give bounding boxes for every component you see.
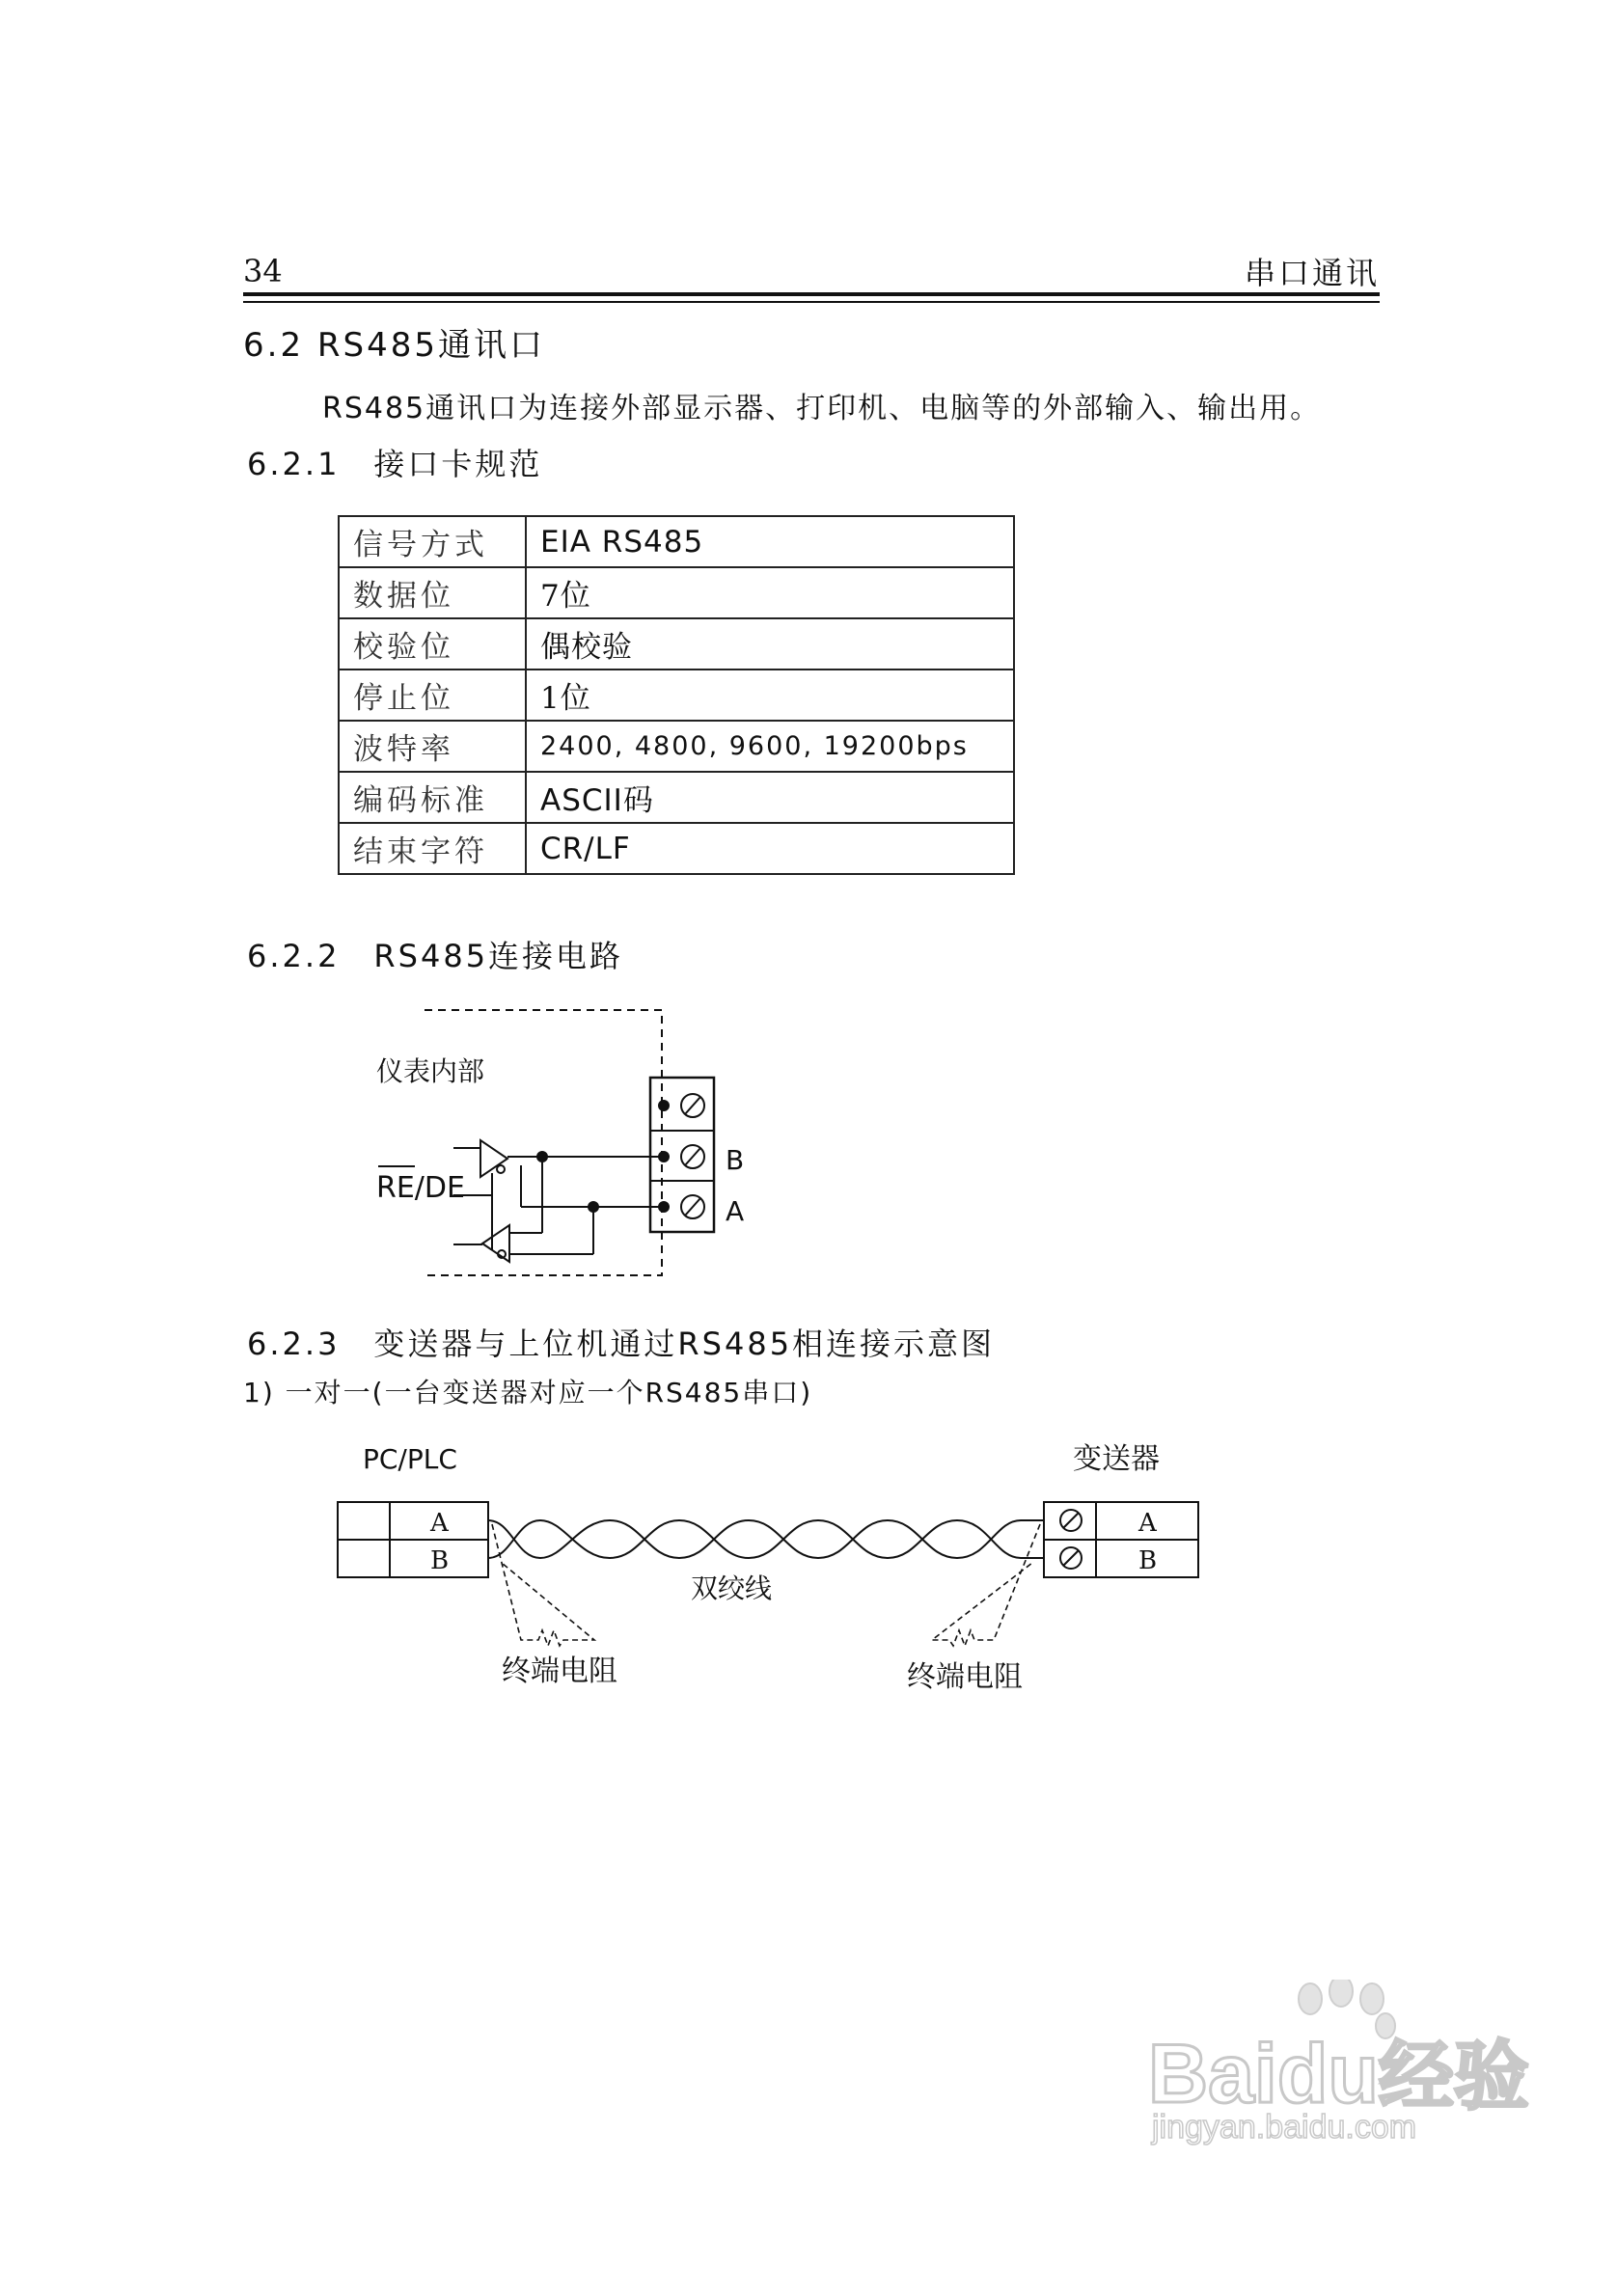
instrument-inner-label: 仪表内部 [376,1055,485,1087]
spec-title: 6.2.1 接口卡规范 [247,446,543,482]
re-de-label: RE/DE [376,1171,465,1205]
section-intro: RS485通讯口为连接外部显示器、打印机、电脑等的外部输入、输出用。 [322,392,1322,425]
pc-pin-a: A [430,1509,449,1538]
twisted-pair-cable [488,1520,1044,1558]
tx-pin-a: A [1138,1509,1157,1538]
screw-icon [1060,1510,1082,1531]
spec-key: 波特率 [339,721,526,772]
watermark-brand: Bai [1148,2028,1277,2120]
terminal-resistor-left [492,1524,594,1646]
screw-icon [1060,1547,1082,1569]
screw-icon [681,1195,704,1218]
tx-pin-b: B [1138,1546,1158,1575]
connection-subtitle: 1) 一对一(一台变送器对应一个RS485串口) [243,1377,813,1408]
spec-key: 信号方式 [339,516,526,567]
circuit-title: 6.2.2 RS485连接电路 [247,938,624,974]
spec-value: ASCII码 [526,772,1014,823]
running-header-title: 串口通讯 [1245,255,1381,291]
watermark-brand2: du [1276,2028,1379,2120]
spec-value: 偶校验 [526,618,1014,670]
terminal-b-label: B [726,1144,745,1176]
spec-key: 校验位 [339,618,526,670]
terminal-dot [659,1101,669,1110]
pc-plc-label: PC/PLC [363,1443,457,1475]
terminal-resistor-right [932,1524,1040,1646]
watermark-brand-cn: 经验 [1378,2034,1529,2118]
pc-connector [338,1502,488,1577]
spec-value: EIA RS485 [526,516,1014,567]
terminal-a-label: A [726,1195,745,1227]
pc-pin-b: B [430,1546,450,1575]
page-number: 34 [243,253,283,289]
section-title: 6.2 RS485通讯口 [243,326,545,365]
spec-key: 结束字符 [339,823,526,874]
spec-value: 7位 [526,567,1014,618]
transmitter-label: 变送器 [1073,1442,1160,1476]
instrument-boundary [425,1010,662,1275]
screw-icon [681,1094,704,1117]
baidu-watermark [1148,1980,1534,2144]
spec-value: 1位 [526,670,1014,721]
spec-key: 编码标准 [339,772,526,823]
resistor-label-right: 终端电阻 [907,1660,1023,1694]
transmitter-connector [1044,1502,1198,1577]
rs485-circuit [378,1010,714,1275]
spec-key: 数据位 [339,567,526,618]
resistor-label-left: 终端电阻 [502,1654,617,1688]
connection-title: 6.2.3 变送器与上位机通过RS485相连接示意图 [247,1326,996,1362]
screw-icon [681,1145,704,1168]
cable-label: 双绞线 [691,1572,773,1604]
spec-value: CR/LF [526,823,1014,874]
spec-key: 停止位 [339,670,526,721]
spec-value: 2400, 4800, 9600, 19200bps [526,721,1014,772]
watermark-url: jingyan.baidu.com [1152,2109,1417,2146]
